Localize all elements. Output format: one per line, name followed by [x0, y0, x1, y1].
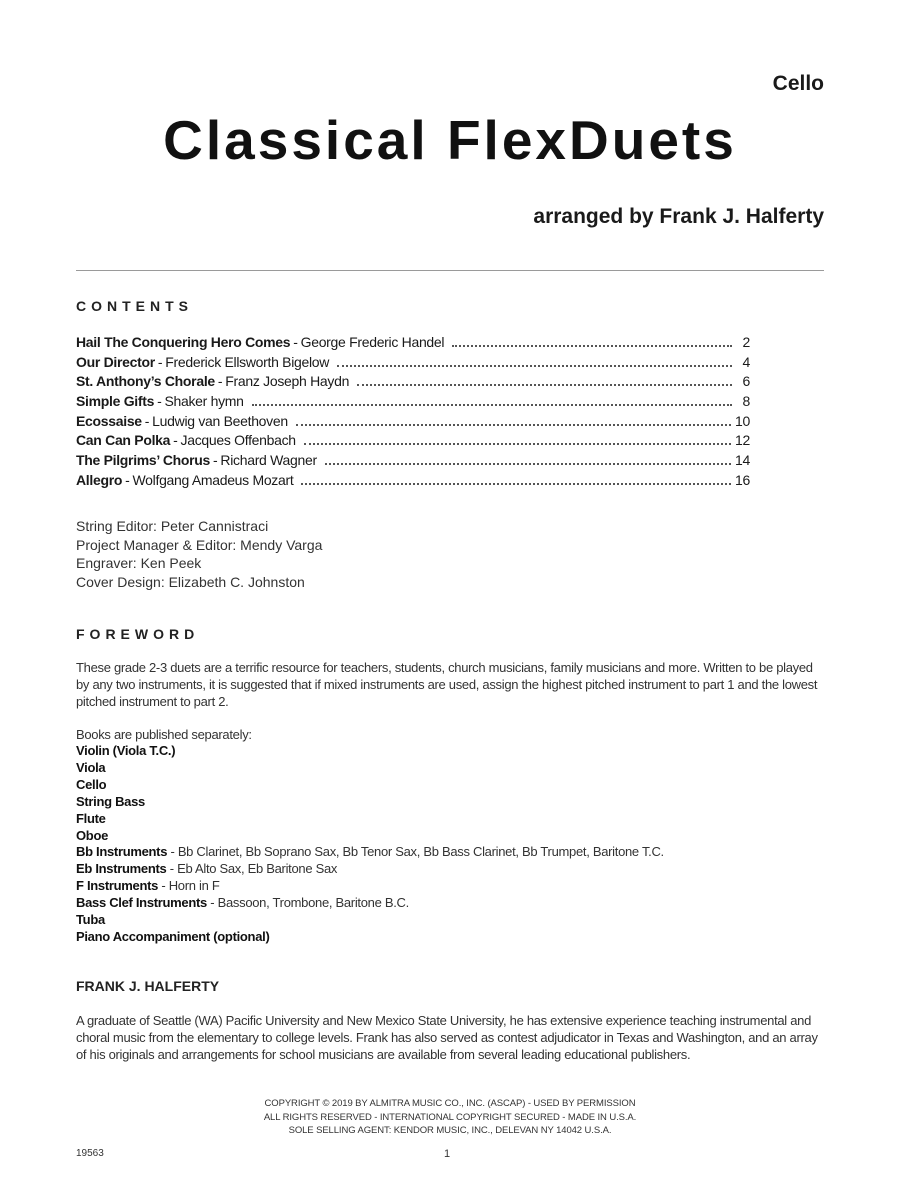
book-entry: [76, 811, 664, 828]
book-separator: -: [158, 878, 169, 894]
book-name: Oboe: [76, 827, 109, 843]
toc-entry: [76, 432, 750, 452]
book-entry: [76, 794, 664, 811]
toc-entry-composer: Wolfgang Amadeus Mozart: [132, 471, 294, 488]
toc-entry-title: Our Director: [76, 353, 155, 370]
book-name: Tuba: [76, 912, 105, 928]
book-name: Viola: [76, 759, 106, 775]
toc-leader-dots: [357, 384, 732, 386]
book-name: Cello: [76, 776, 107, 792]
toc-leader-dots: [452, 345, 732, 347]
toc-entry-page: 8: [742, 393, 750, 410]
catalog-number: 19563: [76, 1148, 104, 1159]
book-title: Classical FlexDuets: [163, 109, 737, 171]
toc-leader-dots: [325, 463, 731, 465]
contents-heading: CONTENTS: [76, 298, 193, 314]
toc-separator: -: [213, 452, 218, 469]
toc-entry: [76, 354, 750, 374]
toc-entry-composer: George Frederic Handel: [300, 334, 445, 350]
bio-heading: FRANK J. HALFERTY: [76, 978, 220, 994]
credit-line: Engraver: Ken Peek: [76, 555, 202, 572]
toc-entry-page: 10: [735, 412, 750, 429]
copyright-line: SOLE SELLING AGENT: KENDOR MUSIC, INC., DELEVAN NY 14042 U.S.A.: [288, 1125, 612, 1136]
book-entry: [76, 861, 664, 878]
toc-entry: [76, 413, 750, 433]
foreword-text: These grade 2-3 duets are a terrific resource for teachers, students, church musicians, family musicians and more. Written to be played by any two instruments, it is suggested that if mixed instruments are used, assign the highest pitched instrument to part 1 and the lowest pitched instrument to part 2.: [76, 660, 818, 709]
book-separator: -: [167, 844, 178, 860]
book-entry: [76, 828, 664, 845]
arranger-credit: arranged by Frank J. Halferty: [533, 205, 824, 228]
book-separator: -: [166, 861, 178, 877]
book-entry: [76, 844, 664, 861]
book-name: F Instruments: [76, 878, 159, 894]
bio-text: A graduate of Seattle (WA) Pacific University and New Mexico State University, he has extensive experience teaching instrumental and choral music from the elementary to college levels. Frank has also served as contest adjudicator in Texas and Washington, and an array of his originals and arrangements for school musicians are available from several leading educational publishers.: [76, 1013, 818, 1062]
credit-line: String Editor: Peter Cannistraci: [76, 518, 269, 534]
toc-entry: [76, 334, 750, 354]
toc-entry-title: Simple Gifts: [76, 393, 155, 410]
toc-entry-composer: Frederick Ellsworth Bigelow: [165, 353, 330, 370]
page-number: 1: [444, 1148, 451, 1160]
table-of-contents: [76, 334, 750, 492]
toc-separator: -: [293, 334, 298, 350]
copyright-line: COPYRIGHT © 2019 BY ALMITRA MUSIC CO., INC. (ASCAP) - USED BY PERMISSION: [264, 1098, 636, 1109]
toc-entry-composer: Richard Wagner: [220, 452, 317, 469]
book-name: Eb Instruments: [76, 861, 167, 877]
toc-entry-composer: Ludwig van Beethoven: [152, 412, 288, 429]
books-intro: Books are published separately:: [76, 727, 252, 742]
book-name: Bass Clef Instruments: [76, 895, 207, 911]
book-name: Flute: [76, 810, 106, 826]
book-entry: [76, 878, 664, 895]
instrument-label: Cello: [772, 72, 824, 95]
book-detail: Bb Clarinet, Bb Soprano Sax, Bb Tenor Sax, Bb Bass Clarinet, Bb Trumpet, Baritone T.C.: [177, 844, 664, 860]
toc-entry-title: Hail The Conquering Hero Comes: [76, 334, 291, 350]
toc-leader-dots: [304, 443, 731, 445]
toc-entry-title: Can Can Polka: [76, 432, 171, 449]
toc-separator: -: [157, 393, 162, 410]
books-list: [76, 743, 664, 946]
toc-separator: -: [173, 432, 178, 449]
toc-entry-title: The Pilgrims’ Chorus: [76, 452, 211, 469]
toc-entry-page: 2: [742, 334, 750, 350]
toc-entry-page: 4: [742, 353, 750, 370]
book-detail: Bassoon, Trombone, Baritone B.C.: [217, 895, 409, 911]
credits-block: [76, 517, 322, 592]
toc-entry-composer: Jacques Offenbach: [180, 432, 296, 449]
toc-entry-composer: Franz Joseph Haydn: [225, 373, 350, 390]
toc-entry: [76, 452, 750, 472]
toc-entry: [76, 373, 750, 393]
book-entry: [76, 895, 664, 912]
book-name: Violin (Viola T.C.): [76, 743, 176, 758]
book-detail: Eb Alto Sax, Eb Baritone Sax: [177, 861, 338, 877]
book-name: Piano Accompaniment (optional): [76, 928, 270, 944]
book-name: String Bass: [76, 793, 145, 809]
toc-leader-dots: [337, 365, 732, 367]
toc-entry-title: Allegro: [76, 471, 123, 488]
copyright-notice: [0, 1097, 900, 1138]
toc-leader-dots: [301, 483, 731, 485]
foreword-heading: FOREWORD: [76, 626, 200, 642]
toc-separator: -: [217, 373, 223, 390]
toc-leader-dots: [252, 404, 732, 406]
credit-line: Cover Design: Elizabeth C. Johnston: [76, 574, 305, 591]
credit-line: Project Manager & Editor: Mendy Varga: [76, 536, 323, 553]
book-entry: [76, 760, 664, 777]
book-entry: [76, 777, 664, 794]
toc-entry: [76, 393, 750, 413]
header-divider: [76, 270, 824, 271]
toc-entry: [76, 472, 750, 492]
book-entry: [76, 929, 664, 946]
book-name: Bb Instruments: [76, 844, 168, 860]
toc-entry-page: 12: [735, 432, 750, 449]
toc-entry-title: St. Anthony’s Chorale: [76, 373, 215, 390]
copyright-line: ALL RIGHTS RESERVED - INTERNATIONAL COPYRIGHT SECURED - MADE IN U.S.A.: [263, 1111, 637, 1123]
toc-leader-dots: [296, 424, 731, 426]
toc-separator: -: [144, 412, 150, 429]
book-separator: -: [206, 895, 218, 911]
toc-entry-composer: Shaker hymn: [164, 393, 244, 410]
book-entry: [76, 912, 664, 929]
toc-entry-page: 14: [735, 452, 750, 469]
toc-separator: -: [125, 471, 130, 488]
toc-entry-title: Ecossaise: [76, 412, 142, 429]
toc-entry-page: 6: [742, 373, 750, 390]
toc-entry-page: 16: [735, 471, 750, 488]
toc-separator: -: [157, 353, 163, 370]
book-entry: [76, 743, 664, 760]
book-detail: Horn in F: [168, 878, 220, 894]
